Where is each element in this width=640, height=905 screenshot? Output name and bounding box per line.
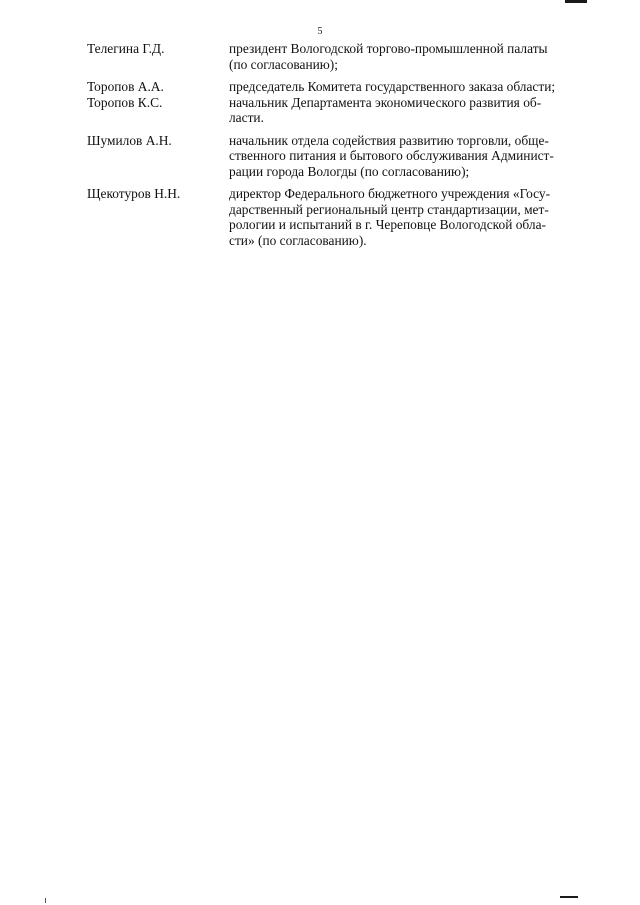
member-role [229, 133, 607, 180]
member-entry [87, 79, 607, 95]
member-name: Торопов К.С. [87, 94, 163, 110]
member-role [229, 79, 607, 95]
member-name: Телегина Г.Д. [87, 41, 165, 56]
member-entry [87, 41, 607, 72]
member-name: Торопов А.А. [87, 79, 164, 94]
role-line: начальник отдела содействия развитию торговли, обще- [229, 132, 549, 148]
member-entry [87, 133, 607, 180]
role-line: ласти. [229, 110, 264, 125]
member-name: Щекотуров Н.Н. [87, 186, 181, 201]
role-line: дарственный региональный центр стандартизации, мет- [229, 201, 549, 217]
member-role [229, 95, 607, 126]
role-line: (по согласованию); [229, 56, 338, 72]
scan-artifact-mark [565, 0, 587, 3]
page-number: 5 [317, 26, 323, 37]
role-line: начальник Департамента экономического развития об- [229, 94, 542, 110]
member-role [229, 186, 607, 248]
member-role [229, 41, 607, 72]
committee-member-list [87, 41, 607, 248]
role-line: рологии и испытаний в г. Череповце Вологодской обла- [229, 217, 546, 232]
member-entry [87, 95, 607, 126]
role-line: директор Федерального бюджетного учреждения «Госу- [229, 186, 551, 201]
member-name: Шумилов А.Н. [87, 132, 172, 148]
scan-artifact-mark [560, 896, 578, 898]
member-entry [87, 186, 607, 248]
scan-artifact-mark [45, 898, 46, 903]
role-line: президент Вологодской торгово-промышленной палаты [229, 41, 548, 56]
role-line: ственного питания и бытового обслуживания Админист- [229, 148, 554, 163]
role-line: сти» (по согласованию). [229, 232, 367, 248]
role-line: председатель Комитета государственного заказа области; [229, 79, 556, 94]
role-line: рации города Вологды (по согласованию); [229, 163, 470, 179]
